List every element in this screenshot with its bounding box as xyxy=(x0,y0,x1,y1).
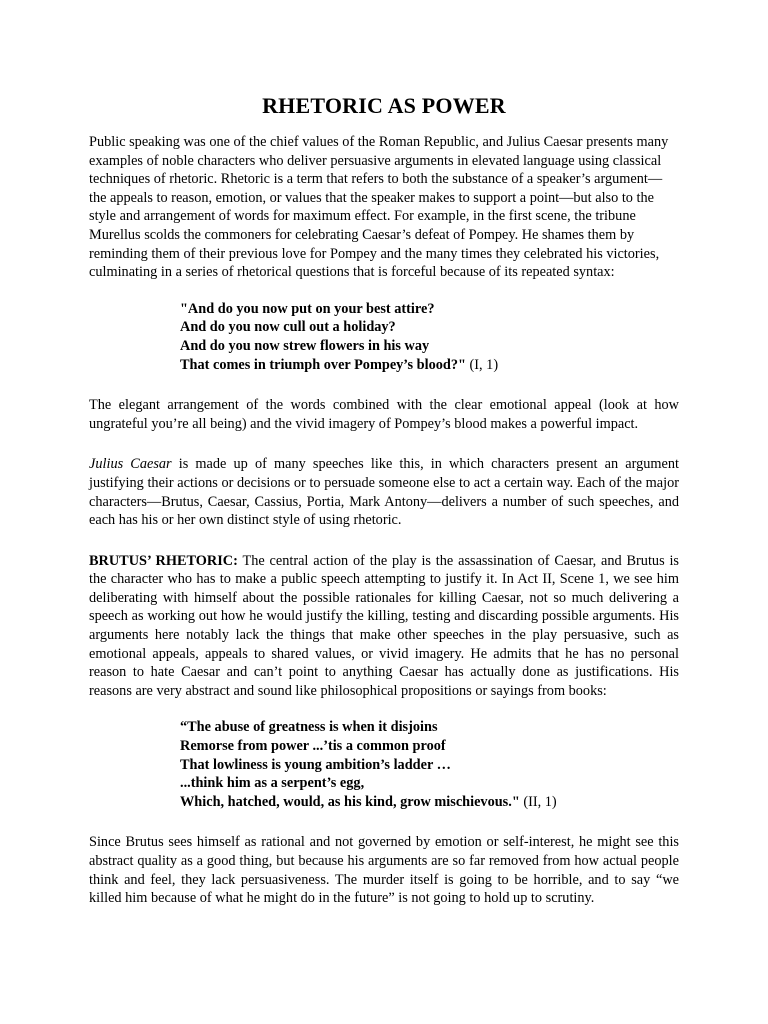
paragraph-conclusion: Since Brutus sees himself as rational and not governed by emotion or self-interest, he might see this abstract quality as a good thing, but because his arguments are so far removed from how actual people think and feel, they lack persuasiveness. The murder itself is going to be horrible, and to say “we killed him because of what he might do in the future” is not going to hold up to scrutiny. xyxy=(89,834,679,907)
quote-line: ...think him as a serpent’s egg, xyxy=(180,775,365,792)
quote-line: "And do you now put on your best attire? xyxy=(180,300,435,317)
paragraph-speeches-text: is made up of many speeches like this, in which characters present an argument justifying their actions or decisions or to persuade someone else to act a certain way. Each of the major characters—Brutus, Caesar, Cassius, Portia, Mark Antony—delivers a number of such speeches, and each has his or her own distinct style of using rhetoric. xyxy=(89,456,679,529)
quote-line-last xyxy=(180,793,679,812)
quote-line-last xyxy=(180,356,679,375)
quote-citation: (II, 1) xyxy=(523,793,557,810)
quote-murellus xyxy=(180,300,679,374)
quote-line: Remorse from power ...’tis a common proof xyxy=(180,738,446,755)
paragraph-speeches xyxy=(89,455,679,529)
quote-line: And do you now cull out a holiday? xyxy=(180,319,396,336)
quote-text: Which, hatched, would, as his kind, grow mischievous." xyxy=(180,793,520,810)
play-title: Julius Caesar xyxy=(89,456,172,473)
page-title: RHETORIC AS POWER xyxy=(262,93,506,118)
quote-line: “The abuse of greatness is when it disjoins xyxy=(180,719,438,736)
paragraph-brutus-text: The central action of the play is the assassination of Caesar, and Brutus is the character who has to make a public speech attempting to justify it. In Act II, Scene 1, we see him deliberating with himself about the possible rationales for killing Caesar, not so much delivering a speech as working out how he would justify the killing, testing and discarding possible arguments. His arguments here notably lack the things that make other speeches in the play persuasive, such as emotional appeals, appeals to shared values, or vivid imagery. He admits that he has no personal reason to hate Caesar and can’t point to anything Caesar has actually done as justifications. His reasons are very abstract and sound like philosophical propositions or sayings from books: xyxy=(89,552,679,699)
quote-line: And do you now strew flowers in his way xyxy=(180,337,430,354)
quote-brutus xyxy=(180,718,679,811)
quote-text: That comes in triumph over Pompey’s blood?" xyxy=(180,356,466,373)
section-heading-brutus: BRUTUS’ RHETORIC: xyxy=(89,552,238,569)
quote-citation: (I, 1) xyxy=(469,356,499,373)
quote-line: That lowliness is young ambition’s ladder … xyxy=(180,756,451,773)
paragraph-intro: Public speaking was one of the chief values of the Roman Republic, and Julius Caesar presents many examples of noble characters who deliver persuasive arguments in elevated language using classical techniques of rhetoric. Rhetoric is a term that refers to both the substance of a speaker’s argument—the appeals to reason, emotion, or values that the speaker makes to support a point—but also to the style and arrangement of words for maximum effect. For example, in the first scene, the tribune Murellus scolds the commoners for celebrating Caesar’s defeat of Pompey. He shames them by reminding them of their previous love for Pompey and the many times they celebrated his victories, culminating in a series of rhetorical questions that is forceful because of its repeated syntax: xyxy=(89,134,669,281)
paragraph-brutus xyxy=(89,552,679,701)
paragraph-analysis: The elegant arrangement of the words combined with the clear emotional appeal (look at how ungrateful you’re all being) and the vivid imagery of Pompey’s blood makes a powerful impact. xyxy=(89,397,679,432)
